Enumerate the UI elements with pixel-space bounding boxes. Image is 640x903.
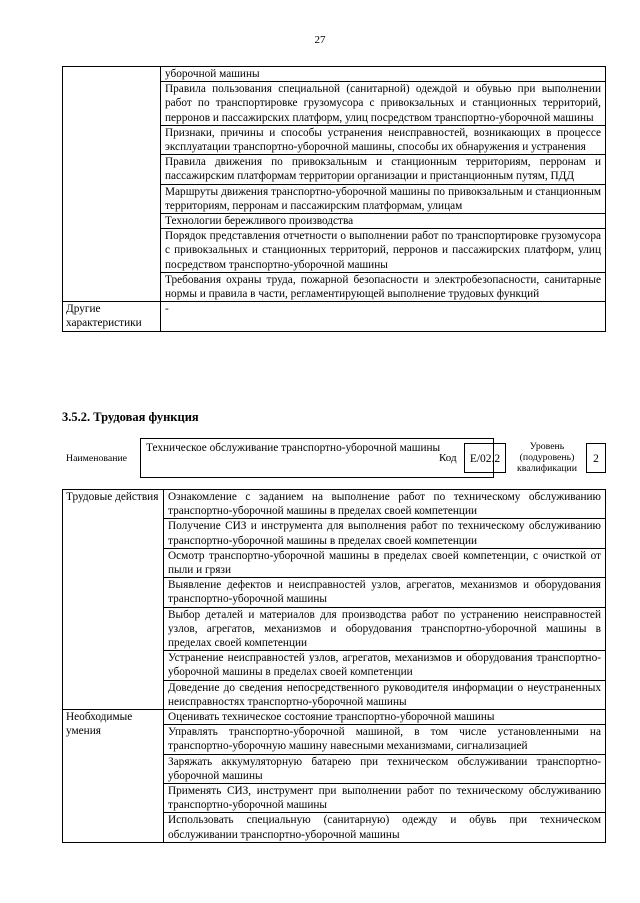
row-item: Применять СИЗ, инструмент при выполнении работ по техническому обслуживанию транспортно-уборочной машины bbox=[164, 784, 606, 813]
row-label bbox=[63, 67, 161, 302]
row-item: Управлять транспортно-уборочной машиной, в том числе установленными на транспортно-уборочную машину навесными механизмами, сигнализацией bbox=[164, 725, 606, 754]
page-number: 27 bbox=[314, 34, 326, 46]
row-item: Правила движения по привокзальным и станционным территориям, перронам и пассажирским платформам территории организации и пристанционным путям, ПДД bbox=[161, 155, 606, 184]
row-item: Осмотр транспортно-уборочной машины в пределах своей компетенции, с очисткой от пыли и грязи bbox=[164, 548, 606, 577]
row-item: Ознакомление с заданием на выполнение работ по техническому обслуживанию транспортно-уборочной машины в пределах своей компетенции bbox=[164, 490, 606, 519]
row-item: Требования охраны труда, пожарной безопасности и электробезопасности, санитарные нормы и правила в части, регламентирующей выполнение трудовых функций bbox=[161, 272, 606, 301]
row-item: уборочной машины bbox=[161, 67, 606, 82]
row-label: Трудовые действия bbox=[63, 490, 164, 710]
table-row bbox=[63, 710, 606, 725]
row-item: Технологии бережливого производства bbox=[161, 214, 606, 229]
function-table bbox=[62, 489, 606, 843]
row-item: Выявление дефектов и неисправностей узлов, агрегатов, механизмов и оборудования транспортно-уборочной машины bbox=[164, 578, 606, 607]
row-item: Маршруты движения транспортно-уборочной машины по привокзальным и станционным территориям, перронам и пассажирским платформам, улицам bbox=[161, 184, 606, 213]
code-label: Код bbox=[439, 452, 457, 464]
table-row bbox=[63, 67, 606, 82]
qualification-level-label: Уровень (подуровень) квалификации bbox=[516, 441, 578, 474]
row-item: Признаки, причины и способы устранения неисправностей, возникающих в процессе эксплуатации транспортно-уборочной машины, способы их обнаружения и устранения bbox=[161, 125, 606, 154]
row-item: Устранение неисправностей узлов, агрегатов, механизмов и оборудования транспортно-уборочной машины в пределах своей компетенции bbox=[164, 651, 606, 680]
row-item: Использовать специальную (санитарную) одежду и обувь при техническом обслуживании транспортно-уборочной машины bbox=[164, 813, 606, 842]
row-item: Доведение до сведения непосредственного руководителя информации о неустраненных неисправностях транспортно-уборочной машины bbox=[164, 680, 606, 709]
row-item: Оценивать техническое состояние транспортно-уборочной машины bbox=[164, 710, 606, 725]
row-item: Получение СИЗ и инструмента для выполнения работ по техническому обслуживанию транспортно-уборочной машины в пределах своей компетенции bbox=[164, 519, 606, 548]
knowledge-table bbox=[62, 66, 606, 332]
table-row bbox=[63, 490, 606, 519]
row-label: Необходимые умения bbox=[63, 710, 164, 843]
qualification-level-box: 2 bbox=[586, 443, 606, 473]
row-item: Заряжать аккумуляторную батарею при техническом обслуживании транспортно-уборочной машины bbox=[164, 754, 606, 783]
name-label: Наименование bbox=[66, 453, 128, 464]
row-item: Порядок представления отчетности о выполнении работ по транспортировке грузомусора с привокзальных и станционных территорий, перронов и пассажирских платформ, улиц посредством транспортно-уборочной машины bbox=[161, 229, 606, 273]
row-item: - bbox=[161, 302, 606, 331]
knowledge-table-body bbox=[63, 67, 606, 332]
row-item: Выбор деталей и материалов для производства работ по устранению неисправностей узлов, агрегатов, механизмов и оборудования транспортно-уборочной машины в пределах своей компетенции bbox=[164, 607, 606, 651]
function-name-box: Техническое обслуживание транспортно-уборочной машины bbox=[140, 438, 494, 478]
row-item: Правила пользования специальной (санитарной) одеждой и обувью при выполнении работ по транспортировке грузомусора с привокзальных и станционных территорий, перронов и пассажирских платформ, улиц посредством транспортно-уборочной машины bbox=[161, 82, 606, 126]
section-title: 3.5.2. Трудовая функция bbox=[62, 410, 199, 424]
row-label: Другие характеристики bbox=[63, 302, 161, 331]
function-header bbox=[62, 438, 610, 478]
function-table-body bbox=[63, 490, 606, 843]
function-code-box: E/02.2 bbox=[464, 443, 506, 473]
table-row bbox=[63, 302, 606, 331]
